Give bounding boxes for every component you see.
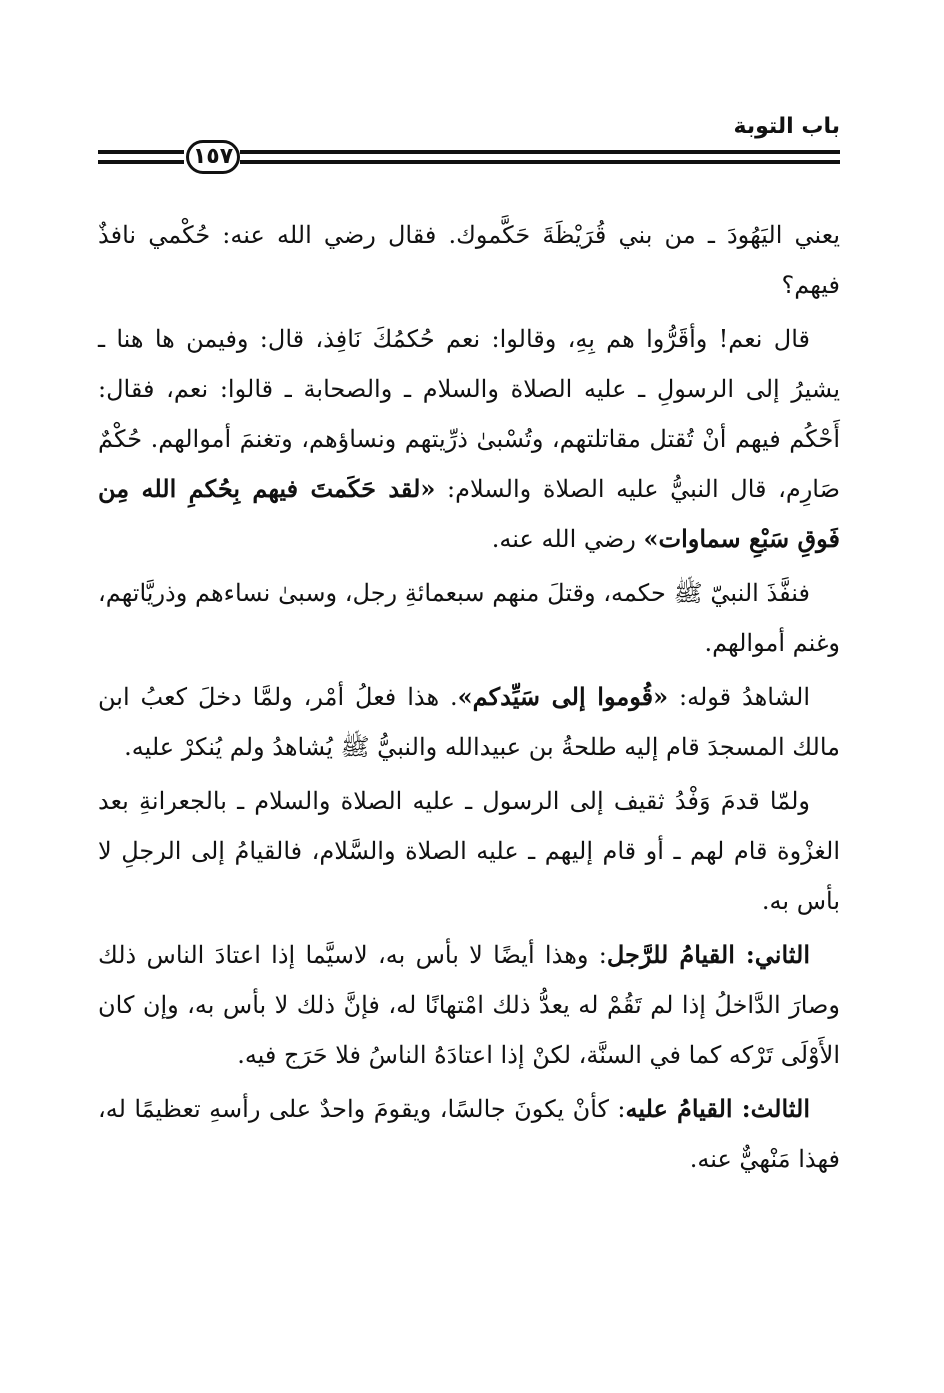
bold-text: «قُوموا إلى سَيِّدكم» bbox=[457, 682, 669, 711]
text-segment: يعني اليَهُودَ ـ من بني قُرَيْظَةَ حَكَّموك. فقال رضي الله عنه: حُكْمي نافذٌ فيهم؟ bbox=[98, 221, 840, 299]
bold-text: «لقد حَكَمتَ فيهم بِحُكمِ الله مِن فَوقِ سَبْعِ سماوات» bbox=[98, 474, 840, 553]
page-body bbox=[98, 210, 840, 1188]
bold-text: الثاني: القيامُ للرَّجل bbox=[606, 940, 810, 969]
paragraph bbox=[98, 314, 840, 564]
paragraph bbox=[98, 1084, 840, 1184]
text-segment: : وهذا أيضًا لا بأس به، لاسيَّما إذا اعتادَ الناس ذلك وصارَ الدَّاخلُ إذا لم تَقُمْ له يعدُّ ذلك امْتهانًا له، فإنَّ ذلك لا بأس به، وإن كان الأَوْلَى تَرْكه كما في السنَّة، لكنْ إذا اعتادَهُ الناسُ فلا حَرَج فيه. bbox=[98, 941, 840, 1069]
header-rule bbox=[98, 160, 184, 164]
text-segment: . هذا فعلُ أمْر، ولمَّا دخلَ كعبُ ابن مالك المسجدَ قام إليه طلحةُ بن عبيدالله والنبيُّ ﷺ يُشاهدُ ولم يُنكرْ عليه. bbox=[98, 683, 840, 761]
paragraph bbox=[98, 672, 840, 772]
header-rule bbox=[98, 150, 184, 154]
text-segment: : كأنْ يكونَ جالسًا، ويقومَ واحدٌ على رأسهِ تعظيمًا له، فهذا مَنْهيٌّ عنه. bbox=[98, 1095, 840, 1173]
text-segment: قال نعم! وأقَرُّوا هم بِهِ، وقالوا: نعم حُكمُكَ نَافِذ، قال: وفيمن ها هنا ـ يشيرُ إلى الرسولِ ـ عليه الصلاة والسلام ـ والصحابة ـ قالوا: نعم، فقال: أَحْكُم فيهم أنْ تُقتل مقاتلتهم، وتُسْبىٰ ذرِّيتهم ونساؤهم، وتغنمَ أموالهم. حُكْمٌ صَارِم، قال النبيُّ عليه الصلاة والسلام: bbox=[98, 325, 840, 503]
chapter-title: باب التوبة bbox=[733, 114, 840, 139]
text-segment: ولمّا قدمَ وَفْدُ ثقيف إلى الرسول ـ عليه الصلاة والسلام ـ بالجعرانةِ بعد الغزْوة قام لهم ـ أو قام إليهم ـ عليه الصلاة والسَّلام، فالقيامُ إلى الرجلِ لا بأس به. bbox=[98, 787, 840, 915]
page-header bbox=[98, 112, 840, 182]
text-segment: رضي الله عنه. bbox=[491, 525, 644, 553]
header-rule bbox=[240, 150, 840, 154]
bold-text: الثالث: القيامُ عليه bbox=[625, 1094, 810, 1123]
header-rule bbox=[240, 160, 840, 164]
text-segment: الشاهدُ قوله: bbox=[668, 683, 810, 711]
paragraph bbox=[98, 568, 840, 668]
page-number: ١٥٧ bbox=[186, 140, 240, 174]
text-segment: فنفَّذَ النبيّ ﷺ حكمه، وقتلَ منهم سبعمائةِ رجل، وسبىٰ نساءهم وذريَّاتهم، وغنم أموالهم. bbox=[98, 579, 840, 657]
paragraph bbox=[98, 776, 840, 926]
paragraph bbox=[98, 930, 840, 1080]
paragraph bbox=[98, 210, 840, 310]
